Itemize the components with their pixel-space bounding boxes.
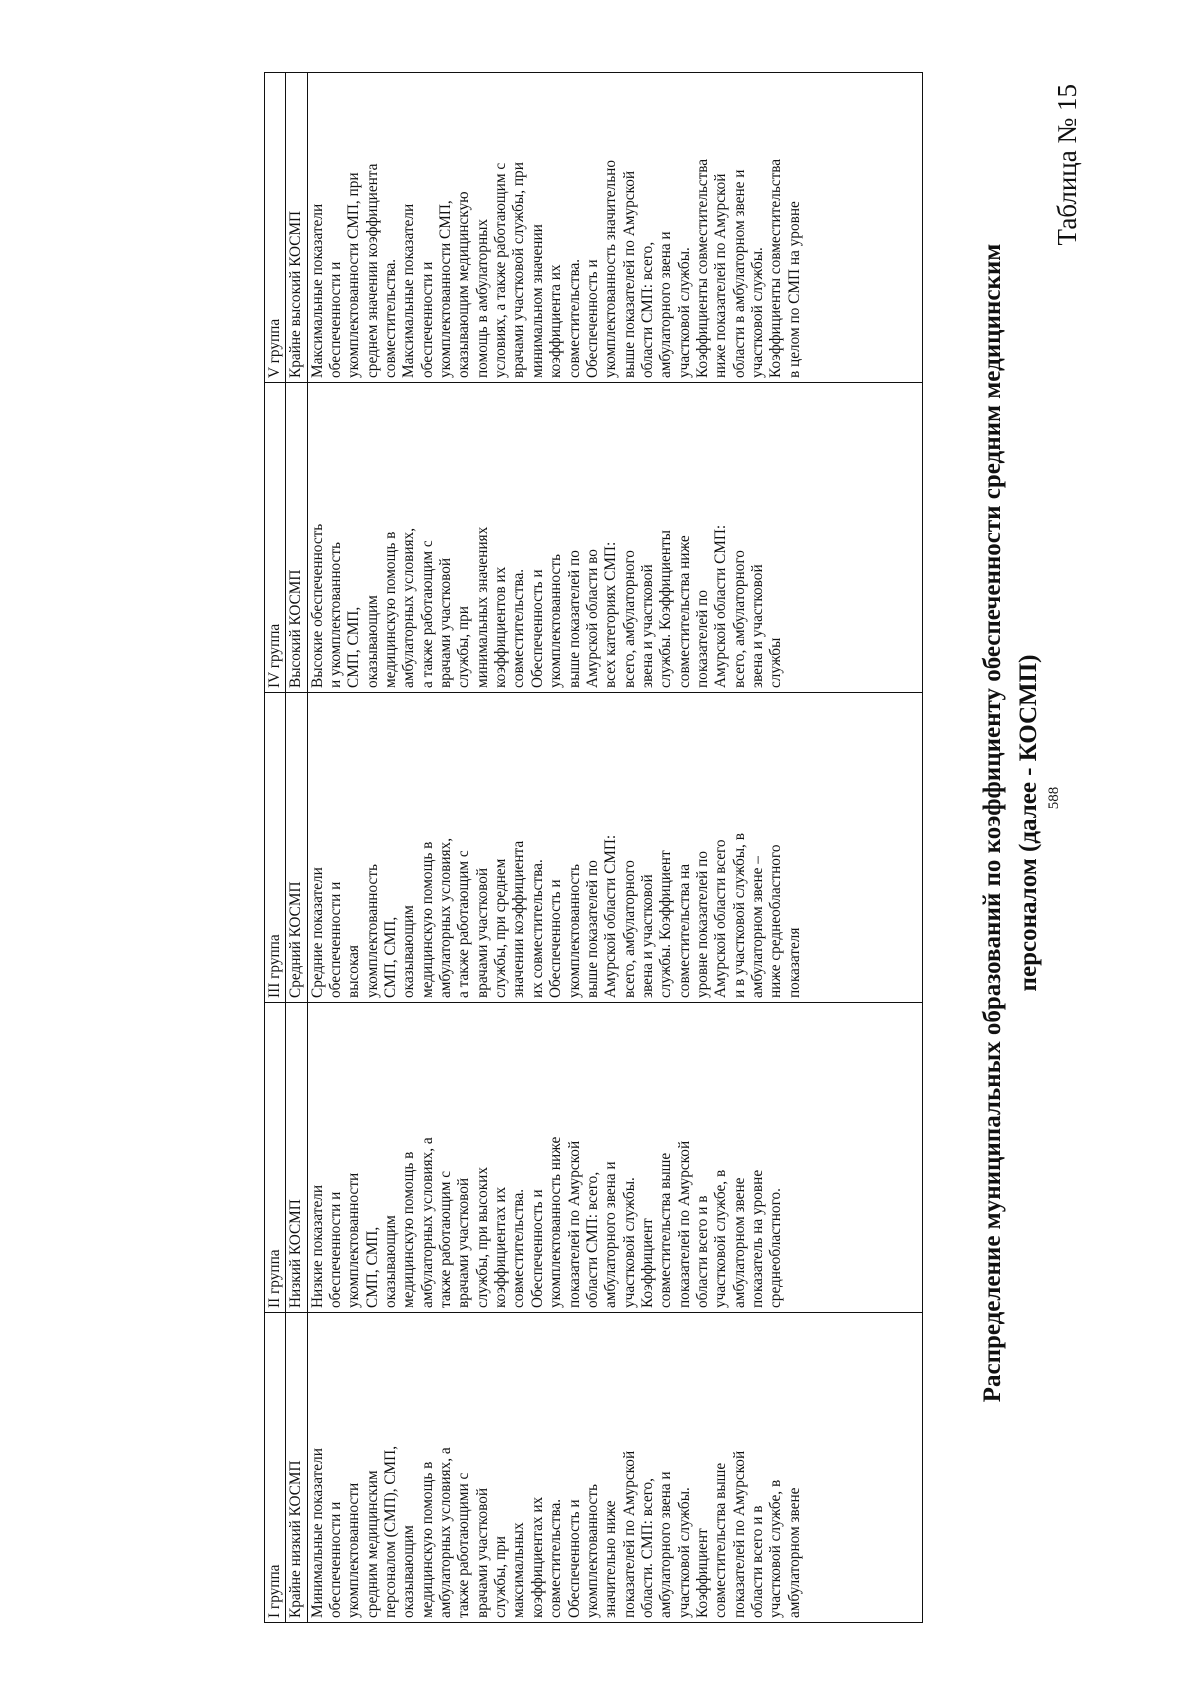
- description-row: [307, 73, 922, 1623]
- group-name-cell: V группа: [265, 73, 286, 383]
- level-header-row: [286, 73, 307, 1623]
- group-name-cell: III группа: [265, 693, 286, 1003]
- level-cell: Высокий КОСМП: [286, 383, 307, 693]
- level-cell: Низкий КОСМП: [286, 1003, 307, 1313]
- table-number: Таблица № 15: [1052, 84, 1082, 246]
- page-number: 588: [1046, 786, 1062, 810]
- level-cell: Крайне высокий КОСМП: [286, 73, 307, 383]
- level-cell: Средний КОСМП: [286, 693, 307, 1003]
- description-cell: Средние показатели обеспеченности и высокая укомплектованность СМП, СМП, оказывающим медицинскую помощь в амбулаторных условиях, а также работающим с врачами участковой службы, при среднем значении коэффициента их совместительства. Обеспеченность и укомплектованность выше показателей по Амурской области СМП: всего, амбулаторного звена и участковой службы. Коэффициент совместительства на уровне показателей по Амурской области всего и в участковой службы, в амбулаторном звене – ниже среднеобластного показателя: [307, 693, 922, 1003]
- group-name-cell: I группа: [265, 1313, 286, 1623]
- description-cell: Высокие обеспеченность и укомплектованность СМП, СМП, оказывающим медицинскую помощь в амбулаторных условиях, а также работающим с врачами участковой службы, при минимальных значениях коэффициентов их совместительства. Обеспеченность и укомплектованность выше показателей по Амурской области во всех категориях СМП: всего, амбулаторного звена и участковой службы. Коэффициенты совместительства ниже показателей по Амурской области СМП: всего, амбулаторного звена и участковой службы: [307, 383, 922, 693]
- groups-table: [264, 72, 923, 1623]
- level-cell: Крайне низкий КОСМП: [286, 1313, 307, 1623]
- description-cell: Низкие показатели обеспеченности и укомплектованности СМП, СМП, оказывающим медицинскую помощь в амбулаторных условиях, а также работающим с врачами участковой службы, при высоких коэффициентах их совместительства. Обеспеченность и укомплектованность ниже показателей по Амурской области СМП: всего, амбулаторного звена и участковой службы. Коэффициент совместительства выше показателей по Амурской области всего и в участковой службе, в амбулаторном звене показатель на уровне среднеобластного.: [307, 1003, 922, 1313]
- group-name-cell: II группа: [265, 1003, 286, 1313]
- title-line-2: персоналом (далее - КОСМП): [1015, 654, 1043, 992]
- description-cell: Максимальные показатели обеспеченности и укомплектованности СМП, при среднем значении коэффициента совместительства. Максимальные показатели обеспеченности и укомплектованности СМП, оказывающим медицинскую помощь в амбулаторных условиях, а также работающим с врачами участковой службы, при минимальном значении коэффициента их совместительства. Обеспеченность и укомплектованность значительно выше показателей по Амурской области СМП: всего, амбулаторного звена и участковой службы. Коэффициенты совместительства ниже показателей по Амурской области в амбулаторном звене и участковой службы. Коэффициенты совместительства в целом по СМП на уровне: [307, 73, 922, 383]
- title-line-1: Распределение муниципальных образований по коэффициенту обеспеченности средним медицинским: [979, 243, 1006, 1403]
- description-cell: Минимальные показатели обеспеченности и укомплектованности средним медицинским персоналом (СМП), СМП, оказывающим медицинскую помощь в амбулаторных условиях, а также работающими с врачами участковой службы, при максимальных коэффициентах их совместительства. Обеспеченность и укомплектованность значительно ниже показателей по Амурской области. СМП: всего, амбулаторного звена и участковой службы. Коэффициент совместительства выше показателей по Амурской области всего и в участковой службе, в амбулаторном звене: [307, 1313, 922, 1623]
- group-header-row: [265, 73, 286, 1623]
- group-name-cell: IV группа: [265, 383, 286, 693]
- document-title: [975, 93, 1048, 1553]
